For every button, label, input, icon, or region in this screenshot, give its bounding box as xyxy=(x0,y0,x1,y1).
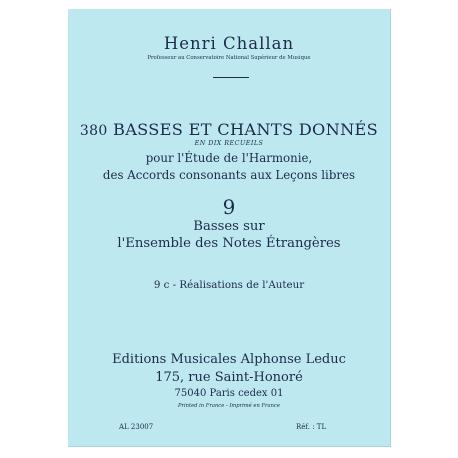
purpose-line-2: des Accords consonants aux Leçons libres xyxy=(102,168,356,182)
publisher-city: 75040 Paris cedex 01 xyxy=(174,388,284,399)
title-text: BASSES ET CHANTS DONNÉS xyxy=(113,120,379,139)
title-number: 380 xyxy=(79,123,108,139)
reference-code: Réf. : TL xyxy=(296,423,327,431)
book-title xyxy=(68,122,390,138)
volume-title-line-2: l'Ensemble des Notes Étrangères xyxy=(117,236,341,251)
volume-title-line-1: Basses sur xyxy=(193,219,265,234)
purpose-line-1: pour l'Étude de l'Harmonie, xyxy=(145,151,313,165)
realisation-label: 9 c - Réalisations de l'Auteur xyxy=(153,279,305,291)
divider-rule xyxy=(213,77,249,78)
author-name: Henri Challan xyxy=(163,34,295,53)
printed-in-france: Printed in France - Imprimé en France xyxy=(178,403,280,409)
publisher-street: 175, rue Saint-Honoré xyxy=(155,370,303,385)
title-subline: EN DIX RECUEILS xyxy=(194,140,264,147)
author-subtitle: Professeur au Conservatoire National Supérieur de Musique xyxy=(147,55,311,61)
book-cover xyxy=(68,9,391,447)
volume-number: 9 xyxy=(222,195,236,219)
catalog-number: AL 23007 xyxy=(119,423,154,431)
publisher-name: Editions Musicales Alphonse Leduc xyxy=(112,352,346,367)
